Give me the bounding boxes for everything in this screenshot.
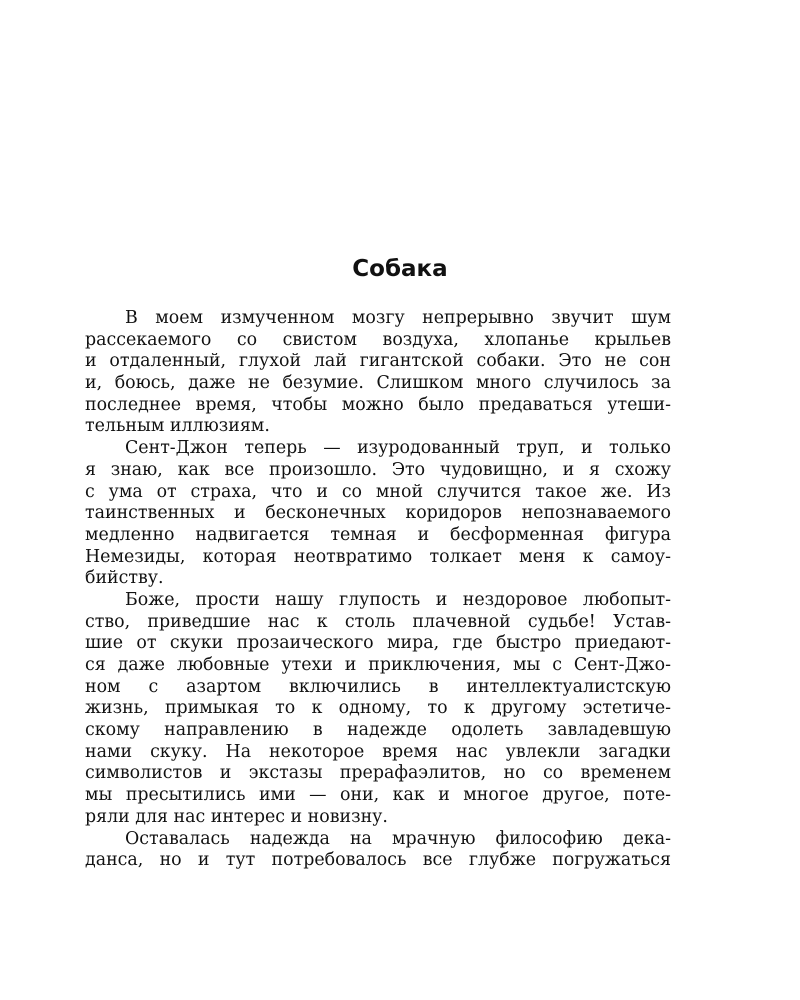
story-text xyxy=(85,308,671,872)
text-line: Боже, прости нашу глупость и нездоровое любопыт- xyxy=(125,589,671,610)
text-line: последнее время, чтобы можно было предаваться утеши- xyxy=(85,394,671,415)
text-line: В моем измученном мозгу непрерывно звучит шум xyxy=(125,308,671,328)
text-line: я знаю, как все произошло. Это чудовищно, и я схожу xyxy=(85,459,671,480)
text-line: медленно надвигается темная и бесформенная фигура xyxy=(85,524,671,545)
text-line: с ума от страха, что и со мной случится такое же. Из xyxy=(85,481,671,502)
text-line: символистов и экстазы прерафаэлитов, но со временем xyxy=(85,763,671,784)
text-line: ряли для нас интерес и новизну. xyxy=(85,806,388,827)
chapter-title: Собака xyxy=(352,256,448,282)
text-line: таинственных и бесконечных коридоров непознаваемого xyxy=(85,503,671,524)
text-line: мы пресытились ими — они, как и многое другое, поте- xyxy=(85,785,671,806)
text-line: бийству. xyxy=(85,568,164,589)
text-line: жизнь, примыкая то к одному, то к другому эстетиче- xyxy=(85,698,671,719)
text-line: скому направлению в надежде одолеть завладевшую xyxy=(85,720,671,741)
text-line: шие от скуки прозаического мира, где быстро приедают- xyxy=(85,633,671,654)
text-line: и отдаленный, глухой лай гигантской собаки. Это не сон xyxy=(85,351,671,372)
text-line: нами скуку. На некоторое время нас увлекли загадки xyxy=(85,741,671,762)
text-line: Немезиды, которая неотвратимо толкает меня к самоу- xyxy=(85,546,671,567)
text-line: данса, но и тут потребовалось все глубже погружаться xyxy=(85,850,671,871)
text-line: тельным иллюзиям. xyxy=(85,416,270,437)
text-line: ство, приведшие нас к столь плачевной судьбе! Устав- xyxy=(85,611,671,632)
text-line: и, боюсь, даже не безумие. Слишком много случилось за xyxy=(85,373,671,394)
text-line: Оставалась надежда на мрачную философию дека- xyxy=(125,828,671,849)
text-line: ся даже любовные утехи и приключения, мы с Сент-Джо- xyxy=(85,655,671,675)
text-line: Сент-Джон теперь — изуродованный труп, и только xyxy=(125,438,671,459)
text-line: рассекаемого со свистом воздуха, хлопанье крыльев xyxy=(85,329,671,350)
text-line: ном с азартом включились в интеллектуалистскую xyxy=(85,676,671,697)
